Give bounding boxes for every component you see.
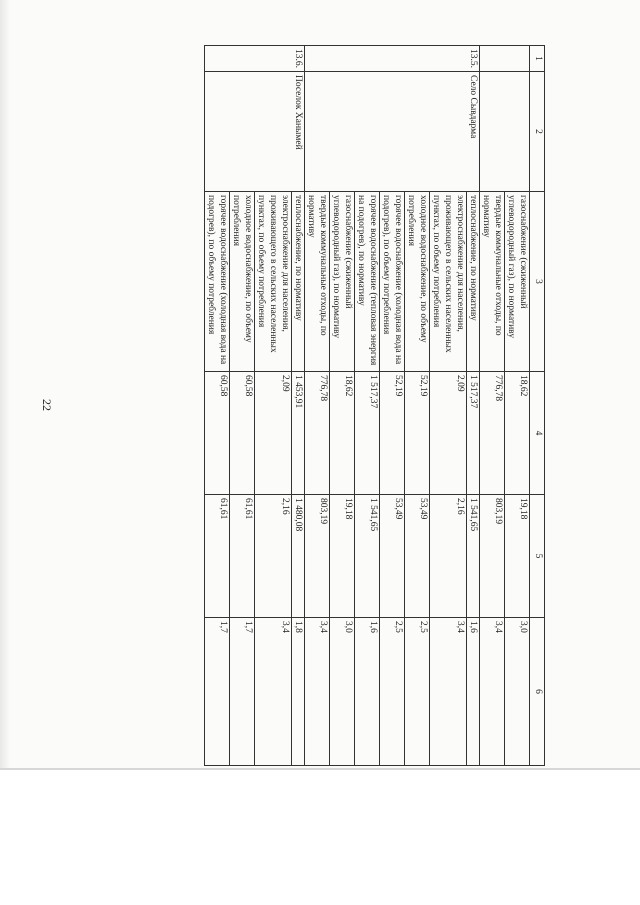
value-col-6: 1,8 <box>292 618 305 766</box>
value-col-6: 3,4 <box>255 618 292 766</box>
value-col-5: 61,61 <box>230 495 255 618</box>
value-col-5: 803,19 <box>305 495 330 618</box>
value-col-6: 2,5 <box>405 618 430 766</box>
value-col-6: 3,4 <box>305 618 330 766</box>
value-col-6: 3,0 <box>330 618 355 766</box>
service-cell: холодное водоснабжение, по объему потребления <box>230 192 255 372</box>
value-col-6: 1,6 <box>467 618 480 766</box>
item-number <box>480 46 530 72</box>
service-cell: газоснабжение (сжиженный углеводородный газ), по нормативу <box>505 192 530 372</box>
value-col-4: 52,19 <box>405 372 430 495</box>
service-cell: газоснабжение (сжиженный углеводородный газ), по нормативу <box>330 192 355 372</box>
table-row <box>292 46 305 766</box>
value-col-5: 1 480,08 <box>292 495 305 618</box>
value-col-6: 3,4 <box>480 618 505 766</box>
service-cell: горячее водоснабжение (холодная вода на подогрев), по объему потребления <box>205 192 230 372</box>
value-col-4: 2,09 <box>255 372 292 495</box>
header-col-5: 5 <box>530 495 545 618</box>
value-col-5: 2,16 <box>430 495 467 618</box>
value-col-4: 60,58 <box>205 372 230 495</box>
header-col-1: 1 <box>530 46 545 72</box>
value-col-4: 1 517,37 <box>355 372 380 495</box>
service-cell: электроснабжение для населения, проживающего в сельских населенных пунктах, по объему потребления <box>430 192 467 372</box>
service-cell: теплоснабжение, по нормативу <box>292 192 305 372</box>
service-cell: твердые коммунальные отходы, по нормативу <box>480 192 505 372</box>
table-row <box>467 46 480 766</box>
header-col-6: 6 <box>530 618 545 766</box>
item-number: 13.6. <box>205 46 305 72</box>
value-col-4: 776,78 <box>480 372 505 495</box>
value-col-5: 1 541,65 <box>355 495 380 618</box>
service-cell: электроснабжение для населения, проживающего в сельских населенных пунктах, по объему потребления <box>255 192 292 372</box>
value-col-6: 1,6 <box>355 618 380 766</box>
value-col-5: 61,61 <box>205 495 230 618</box>
table-body <box>205 46 545 766</box>
settlement-name <box>480 72 530 192</box>
value-col-4: 18,62 <box>330 372 355 495</box>
table-header-row <box>530 46 545 766</box>
value-col-6: 3,4 <box>430 618 467 766</box>
settlement-name: Село Сывдарма <box>305 72 480 192</box>
scan-shadow <box>0 0 10 770</box>
page-number: 22 <box>40 399 54 411</box>
settlement-name: Поселок Ханымей <box>205 72 305 192</box>
service-cell: твердые коммунальные отходы, по нормативу <box>305 192 330 372</box>
table-row <box>505 46 530 766</box>
value-col-4: 2,09 <box>430 372 467 495</box>
value-col-4: 52,19 <box>380 372 405 495</box>
service-cell: горячее водоснабжение (тепловая энергия на подогрев), по нормативу <box>355 192 380 372</box>
value-col-5: 53,49 <box>405 495 430 618</box>
header-col-2: 2 <box>530 72 545 192</box>
value-col-4: 1 453,91 <box>292 372 305 495</box>
value-col-4: 1 517,37 <box>467 372 480 495</box>
header-col-4: 4 <box>530 372 545 495</box>
value-col-4: 60,58 <box>230 372 255 495</box>
scan-blank-area <box>0 770 640 905</box>
value-col-5: 19,18 <box>330 495 355 618</box>
value-col-4: 776,78 <box>305 372 330 495</box>
value-col-5: 803,19 <box>480 495 505 618</box>
value-col-6: 1,7 <box>230 618 255 766</box>
value-col-6: 2,5 <box>380 618 405 766</box>
value-col-5: 19,18 <box>505 495 530 618</box>
service-cell: холодное водоснабжение, по объему потребления <box>405 192 430 372</box>
header-col-3: 3 <box>530 192 545 372</box>
value-col-5: 53,49 <box>380 495 405 618</box>
scan-page-edge <box>0 768 640 770</box>
service-cell: теплоснабжение, по нормативу <box>467 192 480 372</box>
value-col-6: 1,7 <box>205 618 230 766</box>
value-col-5: 2,16 <box>255 495 292 618</box>
value-col-6: 3,0 <box>505 618 530 766</box>
value-col-5: 1 541,65 <box>467 495 480 618</box>
value-col-4: 18,62 <box>505 372 530 495</box>
item-number: 13.5. <box>305 46 480 72</box>
tariff-table <box>204 45 545 766</box>
rotated-page <box>40 45 545 765</box>
service-cell: горячее водоснабжение (холодная вода на подогрев), по объему потребления <box>380 192 405 372</box>
